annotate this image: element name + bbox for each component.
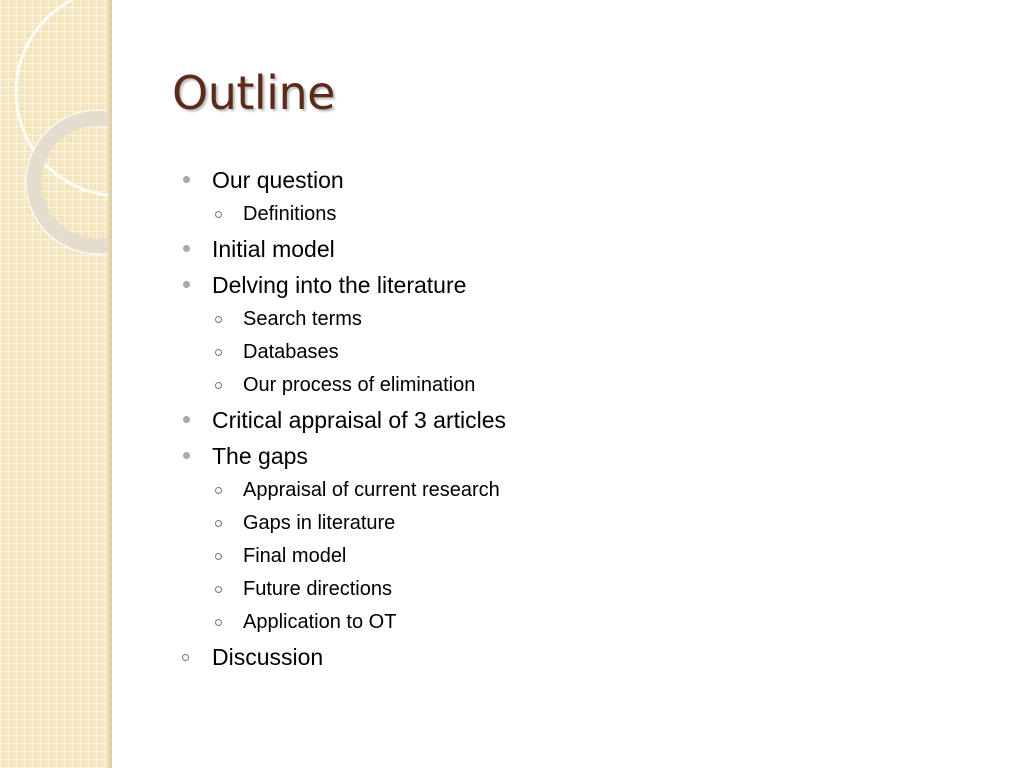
outline-subitem (180, 606, 506, 639)
bullet-dot-icon (183, 452, 190, 459)
outline-item-text: Critical appraisal of 3 articles (212, 407, 507, 433)
outline-subitem-text: Application to OT (243, 611, 397, 633)
outline-subitem-text: Future directions (243, 578, 392, 600)
bullet-ring-icon (215, 487, 222, 494)
outline-subitem (180, 540, 506, 573)
outline-item (180, 231, 506, 267)
bullet-dot-icon (183, 176, 190, 183)
bullet-ring-icon (215, 520, 222, 527)
outline-subitem-text: Databases (243, 341, 339, 363)
bullet-ring-icon (215, 586, 222, 593)
outline-subitem (180, 336, 506, 369)
decorative-rings-icon (0, 0, 112, 768)
outline-subitem (180, 507, 506, 540)
outline-subitem-text: Final model (243, 545, 347, 567)
outline-subitem-text: Search terms (243, 308, 362, 330)
bullet-dot-icon (183, 416, 190, 423)
decorative-sidebar (0, 0, 112, 768)
outline-item-text: The gaps (212, 443, 308, 469)
bullet-ring-icon (215, 553, 222, 560)
outline-item-text: Initial model (212, 236, 335, 262)
bullet-ring-icon (215, 619, 222, 626)
outline-subitem-text: Appraisal of current research (243, 479, 500, 501)
outline-item-text: Delving into the literature (212, 272, 467, 298)
outline-subitem (180, 474, 506, 507)
outline-subitem-text: Definitions (243, 203, 337, 225)
outline-subitem-text: Gaps in literature (243, 512, 396, 534)
bullet-ring-icon (215, 316, 222, 323)
outline-subitem (180, 303, 506, 336)
outline-subitem (180, 198, 506, 231)
slide-title: Outline (172, 66, 335, 120)
outline-item (180, 402, 506, 438)
outline-item (180, 639, 506, 675)
outline-item (180, 267, 506, 303)
outline-subitem-text: Our process of elimination (243, 374, 476, 396)
outline-list (180, 162, 506, 675)
outline-subitem (180, 573, 506, 606)
bullet-ring-icon (215, 349, 222, 356)
bullet-ring-icon (182, 654, 189, 661)
outline-item (180, 162, 506, 198)
outline-item (180, 438, 506, 474)
outline-item-text: Our question (212, 167, 344, 193)
bullet-ring-icon (215, 211, 222, 218)
bullet-dot-icon (183, 281, 190, 288)
sidebar-edge (108, 0, 112, 768)
outline-item-text: Discussion (212, 644, 324, 670)
bullet-ring-icon (215, 382, 222, 389)
outline-subitem (180, 369, 506, 402)
bullet-dot-icon (183, 245, 190, 252)
